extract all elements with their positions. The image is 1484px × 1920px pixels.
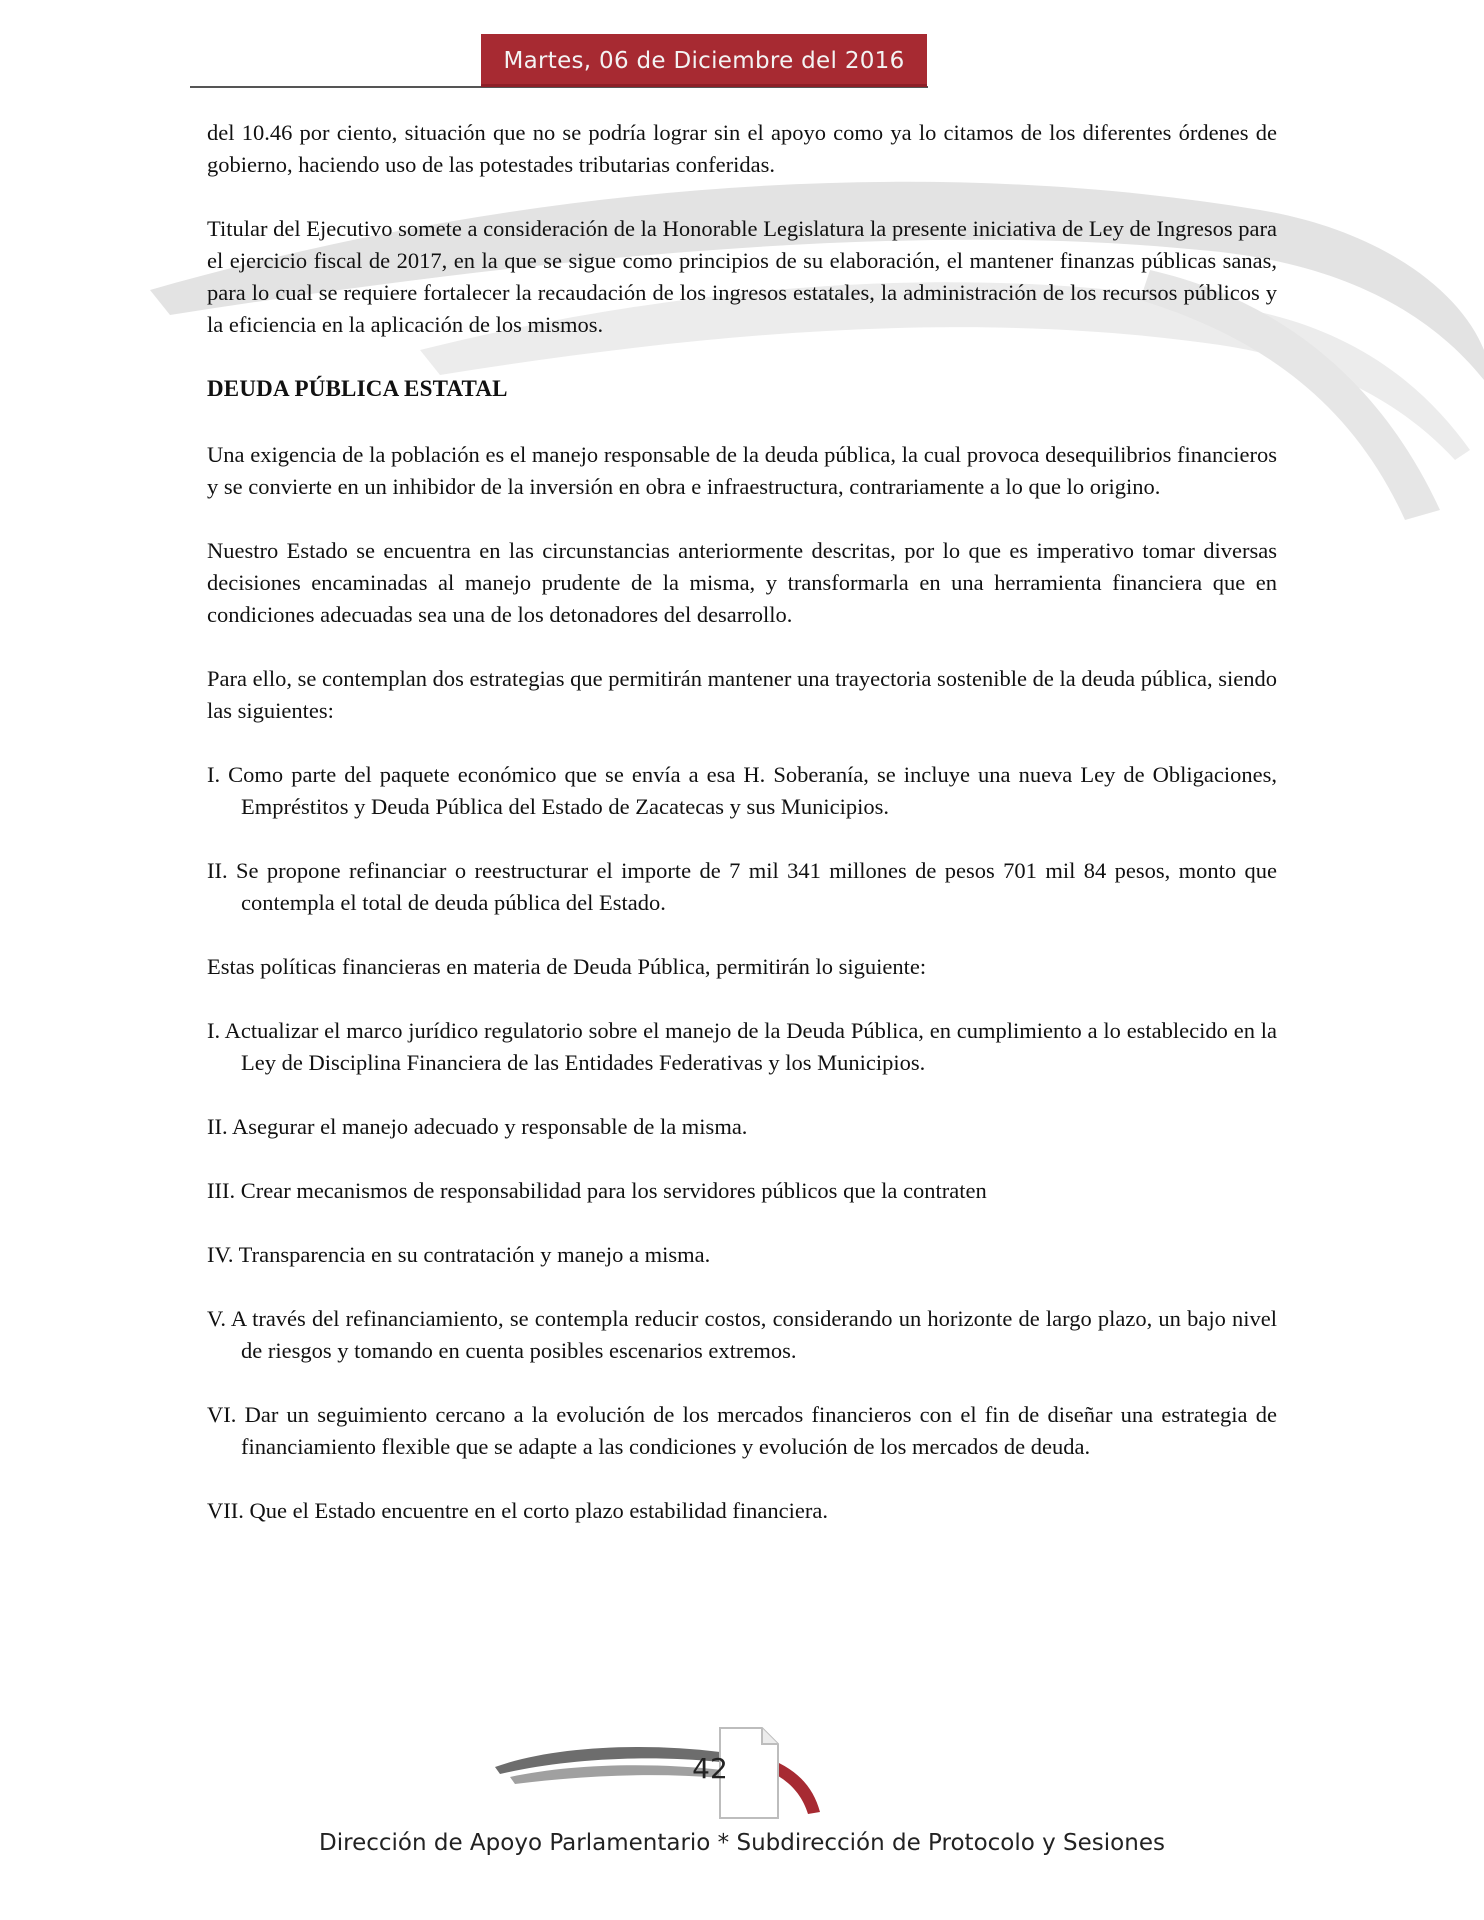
footer-text: Dirección de Apoyo Parlamentario * Subdirección de Protocolo y Sesiones bbox=[319, 1830, 1165, 1856]
strategy-item: II. Se propone refinanciar o reestructurar el importe de 7 mil 341 millones de pesos 701 mil 84 pesos, monto que contempla el total de deuda pública del Estado. bbox=[207, 858, 1277, 915]
policy-item: V. A través del refinanciamiento, se contempla reducir costos, considerando un horizonte de largo plazo, un bajo nivel de riesgos y tomando en cuenta posibles escenarios extremos. bbox=[207, 1306, 1277, 1363]
policy-item: I. Actualizar el marco jurídico regulatorio sobre el manejo de la Deuda Pública, en cumplimiento a lo establecido en la Ley de Disciplina Financiera de las Entidades Federativas y los Municipios. bbox=[207, 1018, 1277, 1075]
section-heading: DEUDA PÚBLICA ESTATAL bbox=[207, 376, 508, 401]
paragraph: del 10.46 por ciento, situación que no se podría lograr sin el apoyo como ya lo citamos de los diferentes órdenes de gobierno, haciendo uso de las potestades tributarias conferidas. bbox=[207, 120, 1277, 177]
policy-item: VI. Dar un seguimiento cercano a la evolución de los mercados financieros con el fin de diseñar una estrategia de financiamiento flexible que se adapte a las condiciones y evolución de los mercados de deuda. bbox=[207, 1402, 1277, 1459]
paragraph: Nuestro Estado se encuentra en las circunstancias anteriormente descritas, por lo que es imperativo tomar diversas decisiones encaminadas al manejo prudente de la misma, y transformarla en una herramienta financiera que en condiciones adecuadas sea una de los detonadores del desarrollo. bbox=[207, 538, 1277, 627]
footer-logo-graphic bbox=[490, 1722, 830, 1827]
paragraph: Una exigencia de la población es el manejo responsable de la deuda pública, la cual provoca desequilibrios financieros y se convierte en un inhibidor de la inversión en obra e infraestructura, contrariamente a lo que lo origino. bbox=[207, 442, 1277, 499]
policy-item: II. Asegurar el manejo adecuado y responsable de la misma. bbox=[207, 1114, 748, 1139]
policy-item: IV. Transparencia en su contratación y manejo a misma. bbox=[207, 1242, 711, 1267]
document-body bbox=[207, 117, 1277, 1559]
header-date-banner: Martes, 06 de Diciembre del 2016 bbox=[481, 34, 927, 87]
strategy-item: I. Como parte del paquete económico que se envía a esa H. Soberanía, se incluye una nueva Ley de Obligaciones, Empréstitos y Deuda Pública del Estado de Zacatecas y sus Municipios. bbox=[207, 762, 1277, 819]
paragraph: Estas políticas financieras en materia de Deuda Pública, permitirán lo siguiente: bbox=[207, 954, 927, 979]
paragraph: Para ello, se contemplan dos estrategias que permitirán mantener una trayectoria sostenible de la deuda pública, siendo las siguientes: bbox=[207, 666, 1277, 723]
policy-item: III. Crear mecanismos de responsabilidad para los servidores públicos que la contraten bbox=[207, 1178, 987, 1203]
policy-item: VII. Que el Estado encuentre en el corto plazo estabilidad financiera. bbox=[207, 1498, 828, 1523]
page-number: 42 bbox=[692, 1752, 728, 1785]
paragraph: Titular del Ejecutivo somete a consideración de la Honorable Legislatura la presente iniciativa de Ley de Ingresos para el ejercicio fiscal de 2017, en la que se sigue como principios de su elaboración, el mantener finanzas públicas sanas, para lo cual se requiere fortalecer la recaudación de los ingresos estatales, la administración de los recursos públicos y la eficiencia en la aplicación de los mismos. bbox=[207, 216, 1277, 337]
